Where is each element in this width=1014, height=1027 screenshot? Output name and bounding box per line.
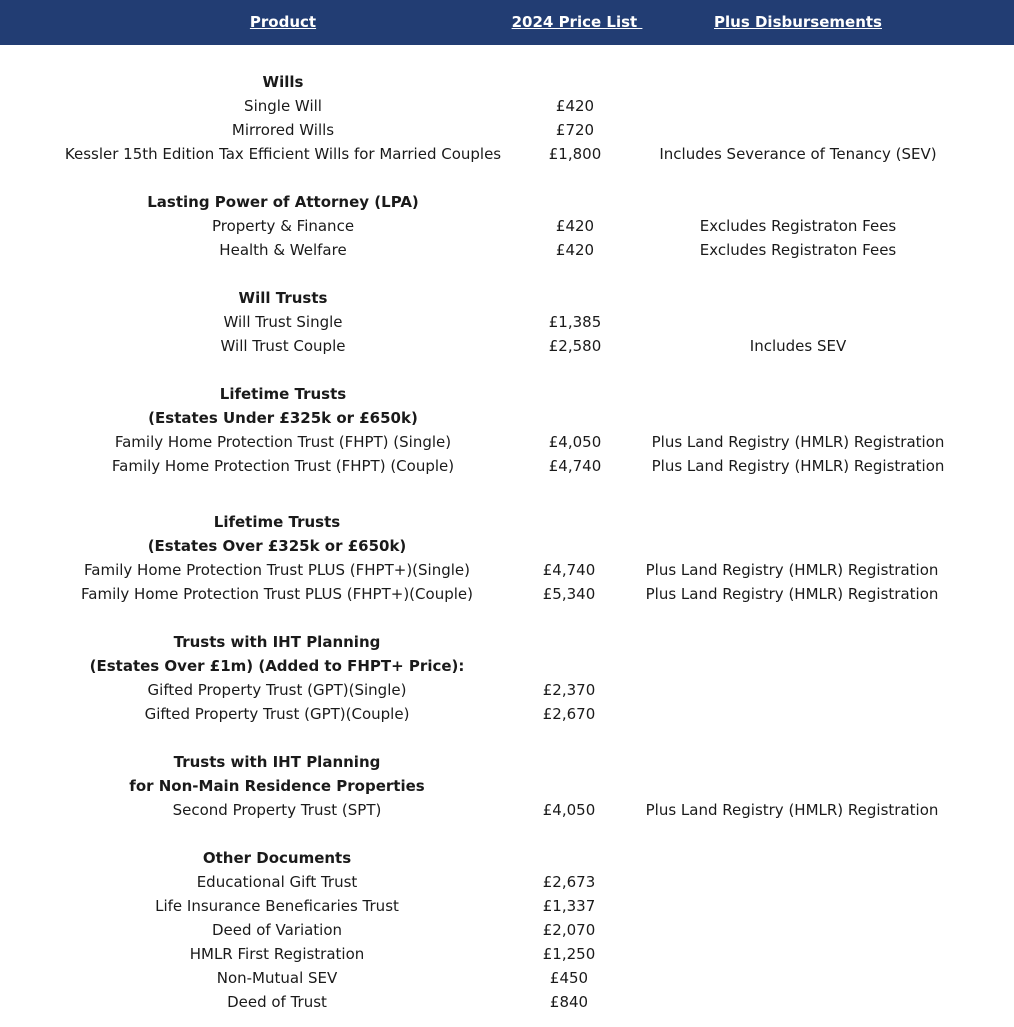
price: £5,340 (542, 585, 596, 603)
price: £2,370 (542, 681, 596, 699)
table-row (0, 990, 1014, 1014)
table-row (0, 454, 1014, 478)
price: £1,800 (548, 145, 602, 163)
price: £450 (549, 969, 589, 987)
price: £2,673 (542, 873, 596, 891)
section-heading-row (0, 406, 1014, 430)
header-product: Product (249, 13, 317, 31)
section-heading: Other Documents (202, 849, 352, 867)
product-name: Gifted Property Trust (GPT)(Single) (147, 681, 407, 699)
disbursement-note: Excludes Registraton Fees (699, 217, 897, 235)
disbursement-note: Plus Land Registry (HMLR) Registration (651, 457, 945, 475)
table-row (0, 870, 1014, 894)
table-row (0, 238, 1014, 262)
header-price-list: 2024 Price List (511, 13, 643, 31)
table-row (0, 966, 1014, 990)
product-name: Health & Welfare (219, 241, 347, 259)
price: £420 (555, 217, 595, 235)
header-disbursements: Plus Disbursements (714, 13, 882, 31)
section-heading-row (0, 534, 1014, 558)
table-row (0, 894, 1014, 918)
product-name: Will Trust Couple (220, 337, 346, 355)
table-row (0, 142, 1014, 166)
section-heading-row (0, 654, 1014, 678)
table-row (0, 942, 1014, 966)
section-heading: (Estates Over £325k or £650k) (147, 537, 407, 555)
section-heading-row (0, 382, 1014, 406)
disbursement-note: Excludes Registraton Fees (699, 241, 897, 259)
product-name: Single Will (244, 97, 322, 115)
table-row (0, 430, 1014, 454)
product-name: Mirrored Wills (231, 121, 335, 139)
section-heading-row (0, 190, 1014, 214)
table-row (0, 582, 1014, 606)
table-row (0, 214, 1014, 238)
product-name: Family Home Protection Trust PLUS (FHPT+)(Single) (84, 561, 470, 579)
price: £2,670 (542, 705, 596, 723)
disbursement-note: Plus Land Registry (HMLR) Registration (645, 801, 939, 819)
section-heading-row (0, 846, 1014, 870)
section-heading-row (0, 774, 1014, 798)
product-name: Educational Gift Trust (196, 873, 358, 891)
price: £1,337 (542, 897, 596, 915)
price: £2,070 (542, 921, 596, 939)
section-heading-row (0, 750, 1014, 774)
section-heading-row (0, 510, 1014, 534)
table-row (0, 334, 1014, 358)
section-heading: Will Trusts (238, 289, 328, 307)
section-heading: Lifetime Trusts (213, 513, 341, 531)
price: £1,250 (542, 945, 596, 963)
product-name: Family Home Protection Trust (FHPT) (Couple) (111, 457, 455, 475)
section-heading: (Estates Over £1m) (Added to FHPT+ Price): (89, 657, 465, 675)
product-name: Property & Finance (211, 217, 355, 235)
price: £2,580 (548, 337, 602, 355)
price: £4,740 (542, 561, 596, 579)
table-header (0, 0, 1014, 45)
product-name: Family Home Protection Trust (FHPT) (Single) (114, 433, 452, 451)
disbursement-note: Plus Land Registry (HMLR) Registration (645, 585, 939, 603)
table-row (0, 118, 1014, 142)
table-row (0, 702, 1014, 726)
section-heading: Wills (262, 73, 304, 91)
price: £840 (549, 993, 589, 1011)
price: £1,385 (548, 313, 602, 331)
price: £4,050 (542, 801, 596, 819)
price: £420 (555, 241, 595, 259)
price: £420 (555, 97, 595, 115)
section-heading: Lasting Power of Attorney (LPA) (147, 193, 419, 211)
product-name: Gifted Property Trust (GPT)(Couple) (144, 705, 410, 723)
table-row (0, 94, 1014, 118)
price: £4,740 (548, 457, 602, 475)
product-name: Will Trust Single (223, 313, 343, 331)
price: £720 (555, 121, 595, 139)
table-row (0, 310, 1014, 334)
table-row (0, 558, 1014, 582)
product-name: Deed of Trust (227, 993, 327, 1011)
product-name: Deed of Variation (211, 921, 343, 939)
product-name: Kessler 15th Edition Tax Efficient Wills for Married Couples (64, 145, 502, 163)
disbursement-note: Plus Land Registry (HMLR) Registration (651, 433, 945, 451)
product-name: Life Insurance Beneficaries Trust (155, 897, 399, 915)
section-heading: (Estates Under £325k or £650k) (148, 409, 418, 427)
section-heading-row (0, 286, 1014, 310)
section-heading: Trusts with IHT Planning (173, 633, 381, 651)
disbursement-note: Plus Land Registry (HMLR) Registration (645, 561, 939, 579)
product-name: HMLR First Registration (189, 945, 365, 963)
table-row (0, 798, 1014, 822)
section-heading: for Non-Main Residence Properties (129, 777, 425, 795)
section-heading: Lifetime Trusts (219, 385, 347, 403)
table-row (0, 678, 1014, 702)
product-name: Non-Mutual SEV (216, 969, 338, 987)
disbursement-note: Includes Severance of Tenancy (SEV) (659, 145, 937, 163)
section-heading-row (0, 70, 1014, 94)
table-row (0, 918, 1014, 942)
product-name: Family Home Protection Trust PLUS (FHPT+)(Couple) (81, 585, 473, 603)
section-heading: Trusts with IHT Planning (173, 753, 381, 771)
product-name: Second Property Trust (SPT) (172, 801, 382, 819)
section-heading-row (0, 630, 1014, 654)
disbursement-note: Includes SEV (749, 337, 847, 355)
price: £4,050 (548, 433, 602, 451)
